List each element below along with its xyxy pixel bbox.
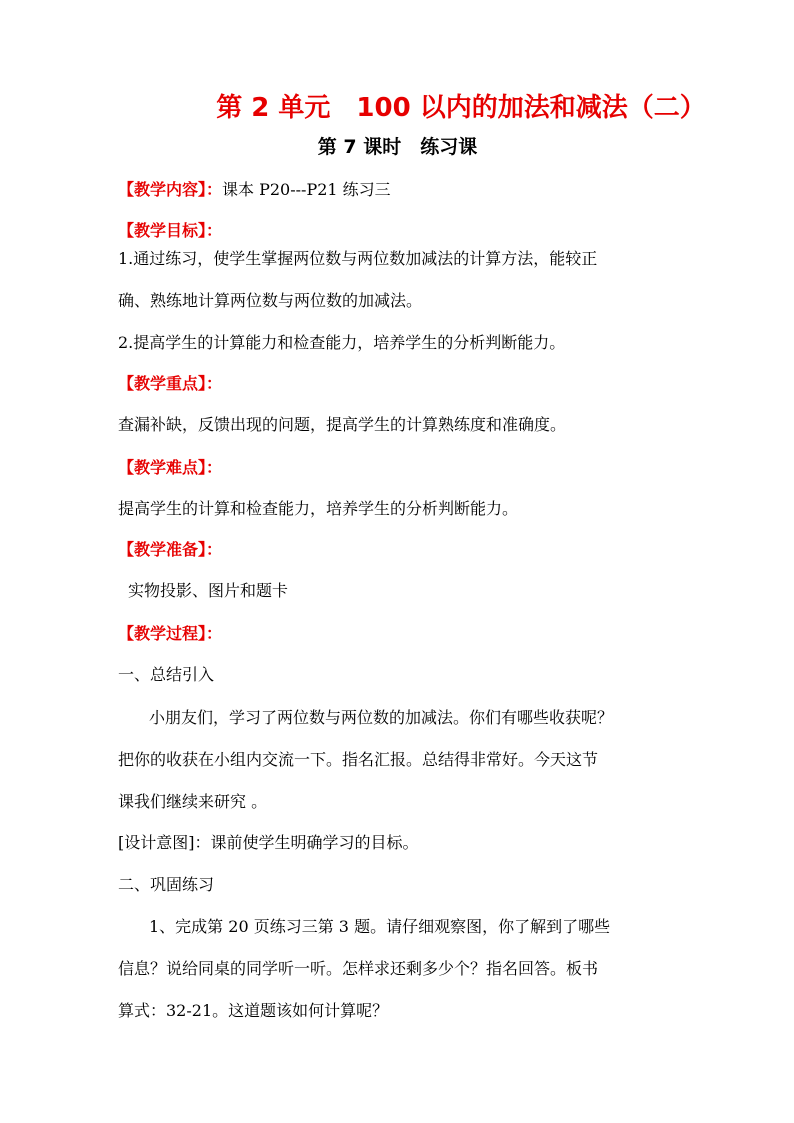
unit-title-text: 第 2 单元 100 以内的加法和减法（二）	[216, 93, 706, 123]
key-text: 查漏补缺，反馈出现的问题，提高学生的计算熟练度和准确度。	[118, 415, 567, 434]
process-label-row	[118, 614, 678, 654]
key-label: 【教学重点】：	[118, 374, 223, 393]
part-2-heading: 二、巩固练习	[118, 875, 215, 894]
part-1-paragraph-line-1	[118, 698, 678, 738]
lesson-title-text: 第 7 课时 练习课	[317, 136, 478, 158]
lesson-title	[0, 132, 794, 162]
content-text: 课本 P20---P21 练习三	[222, 180, 391, 199]
difficulty-text: 提高学生的计算和检查能力，培养学生的分析判断能力。	[118, 499, 519, 518]
difficulty-label: 【教学难点】：	[118, 458, 223, 477]
key-label-row	[118, 364, 678, 404]
part-1-paragraph-line-1-text: 小朋友们，学习了两位数与两位数的加减法。你们有哪些收获呢？	[149, 708, 614, 727]
part-1-paragraph-line-2: 把你的收获在小组内交流一下。指名汇报。总结得非常好。今天这节	[118, 750, 599, 769]
design-intent: [设计意图]：课前使学生明确学习的目标。	[118, 833, 419, 852]
part-2-paragraph-line-2: 信息？说给同桌的同学听一听。怎样求还剩多少个？指名回答。板书	[118, 959, 599, 978]
goals-label: 【教学目标】：	[118, 221, 223, 240]
goal-1-line-1: 1.通过练习，使学生掌握两位数与两位数加减法的计算方法，能较正	[118, 249, 598, 268]
prep-label: 【教学准备】：	[118, 540, 223, 559]
difficulty-label-row	[118, 448, 678, 488]
content-label: 【教学内容】：	[118, 180, 223, 199]
part-2-paragraph-line-1-text: 1、完成第 20 页练习三第 3 题。请仔细观察图，你了解到了哪些	[149, 917, 611, 936]
goal-2: 2.提高学生的计算能力和检查能力，培养学生的分析判断能力。	[118, 333, 566, 352]
content-row	[118, 170, 678, 210]
part-2-paragraph-line-1	[118, 907, 678, 947]
prep-text-row	[118, 571, 678, 611]
prep-text: 实物投影、图片和题卡	[128, 581, 289, 600]
goal-1-line-2: 确、熟练地计算两位数与两位数的加减法。	[118, 291, 423, 310]
part-2-paragraph-line-3: 算式：32-21。这道题该如何计算呢？	[118, 1001, 389, 1020]
part-1-heading: 一、总结引入	[118, 665, 215, 684]
process-label: 【教学过程】：	[118, 624, 223, 643]
prep-label-row	[118, 530, 678, 570]
unit-title	[0, 88, 794, 128]
part-1-paragraph-line-3: 课我们继续来研究 。	[118, 792, 268, 811]
